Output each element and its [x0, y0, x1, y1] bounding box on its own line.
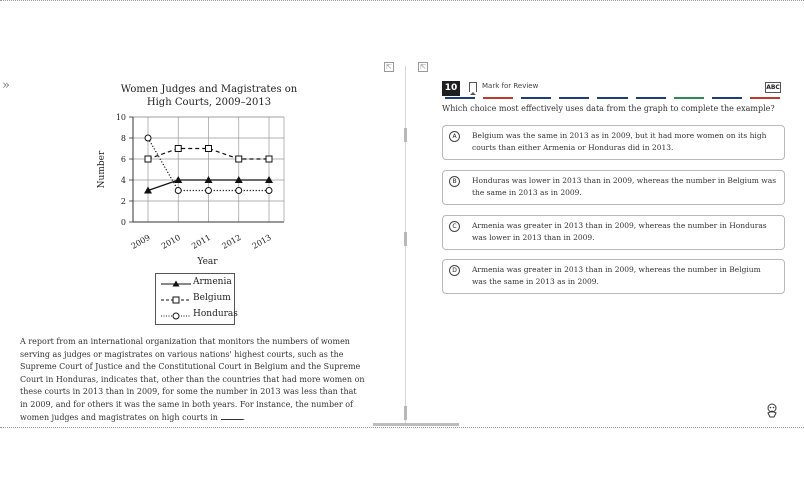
data-point-honduras — [145, 135, 151, 141]
choice-d[interactable] — [442, 259, 785, 294]
legend-honduras-marker — [158, 309, 194, 323]
data-point-belgium — [145, 156, 151, 162]
x-tick-label: 2009 — [129, 232, 152, 251]
data-point-belgium — [266, 156, 272, 162]
scroll-handle[interactable] — [373, 423, 459, 426]
x-tick-label: 2013 — [250, 232, 273, 251]
legend-belgium-label: Belgium — [193, 293, 231, 303]
legend-belgium — [156, 293, 236, 307]
data-point-belgium — [206, 146, 212, 152]
legend-armenia-label: Armenia — [193, 277, 232, 287]
header-dash-segment — [597, 97, 627, 99]
choice-b-text: Honduras was lower in 2013 than in 2009, whereas the number in Belgium was the same in 2013 as in 2009. — [472, 176, 777, 197]
x-tick-label: 2012 — [220, 232, 243, 251]
x-tick-label: 2010 — [159, 232, 183, 251]
header-dash-segment — [636, 97, 666, 99]
choice-c[interactable] — [442, 215, 785, 250]
mark-for-review-button[interactable]: Mark for Review — [482, 82, 539, 90]
y-tick-label: 4 — [120, 176, 126, 185]
choice-a-letter: A — [449, 131, 460, 142]
choice-d-text: Armenia was greater in 2013 than in 2009, whereas the number in Belgium was the same in 2013 as in 2009. — [472, 265, 761, 286]
choice-b[interactable] — [442, 170, 785, 205]
legend-honduras — [156, 309, 236, 323]
choice-c-text: Armenia was greater in 2013 than in 2009, whereas the number in Honduras was lower in 2013 than in 2009. — [472, 221, 767, 242]
divider-handle[interactable] — [404, 128, 407, 142]
chart-title: Women Judges and Magistrates on High Courts, 2009–2013 — [120, 84, 298, 108]
legend-honduras-label: Honduras — [193, 309, 238, 319]
choice-b-letter: B — [449, 176, 460, 187]
data-point-honduras — [236, 188, 242, 194]
y-tick-label: 0 — [120, 218, 126, 227]
header-dash-line — [442, 97, 785, 99]
header-dash-segment — [712, 97, 742, 99]
data-point-honduras — [175, 188, 181, 194]
data-point-belgium — [175, 146, 181, 152]
choice-c-letter: C — [449, 221, 460, 232]
legend-armenia — [156, 277, 236, 291]
header-dash-segment — [559, 97, 589, 99]
choice-a[interactable] — [442, 125, 785, 160]
choice-a-text: Belgium was the same in 2013 as in 2009, but it had more women on its high courts than either Armenia or Honduras did in 2013. — [472, 131, 767, 152]
x-tick-label: 2011 — [190, 232, 213, 251]
data-point-honduras — [206, 188, 212, 194]
y-tick-label: 2 — [120, 197, 126, 206]
header-dash-segment — [445, 97, 475, 99]
choice-d-letter: D — [449, 265, 460, 276]
data-point-honduras — [266, 188, 272, 194]
y-tick-label: 10 — [115, 113, 126, 122]
expand-panel-icon[interactable]: » — [2, 78, 10, 93]
divider-handle[interactable] — [404, 232, 407, 246]
legend-belgium-marker — [158, 293, 194, 307]
question-number: 10 — [442, 81, 460, 96]
passage-body: A report from an international organization that monitors the numbers of women serving as judges or magistrates on various nations' highest courts, such as the Supreme Court of Justice and the Constitutional Court in Belgium and the Supreme Court in Honduras, indicates that, other than the countries that had more women on these courts in 2013 than in 2009, for some the number in 2013 was less than that in 2009, and for others it was the same in both years. For instance, the number of women judges and magistrates on high courts in — [20, 337, 365, 422]
y-axis-label: Number — [97, 150, 107, 189]
header-dash-segment — [483, 97, 513, 99]
passage-blank — [221, 419, 243, 420]
x-axis-label: Year — [197, 257, 218, 267]
expand-left-icon[interactable]: ⇱ — [384, 62, 394, 72]
chart-legend — [155, 273, 238, 325]
abc-eliminator-button[interactable]: ABC — [766, 84, 780, 91]
bookmark-icon[interactable] — [469, 82, 477, 92]
divider-handle[interactable] — [404, 406, 407, 420]
header-dash-segment — [750, 97, 780, 99]
y-tick-label: 8 — [120, 134, 126, 143]
header-dash-segment — [521, 97, 551, 99]
data-point-belgium — [236, 156, 242, 162]
question-prompt: Which choice most effectively uses data from the graph to complete the example? — [442, 104, 775, 113]
calculator-icon[interactable] — [764, 402, 780, 418]
header-dash-segment — [674, 97, 704, 99]
y-tick-label: 6 — [120, 155, 126, 164]
expand-right-icon[interactable]: ⇱ — [418, 62, 428, 72]
passage-text: A report from an international organization that monitors the numbers of women serving as judges or magistrates on various nations' highest courts, such as the Supreme Court of Justice and the Constitutional Court in Belgium and the Supreme Court in Honduras, indicates that, other than the countries that had more women on these courts in 2013 than in 2009, for some the number in 2013 was less than that in 2009, and for others it was the same in both years. For instance, the number of women judges and magistrates on high courts in . — [20, 337, 365, 422]
legend-armenia-marker — [158, 277, 194, 291]
